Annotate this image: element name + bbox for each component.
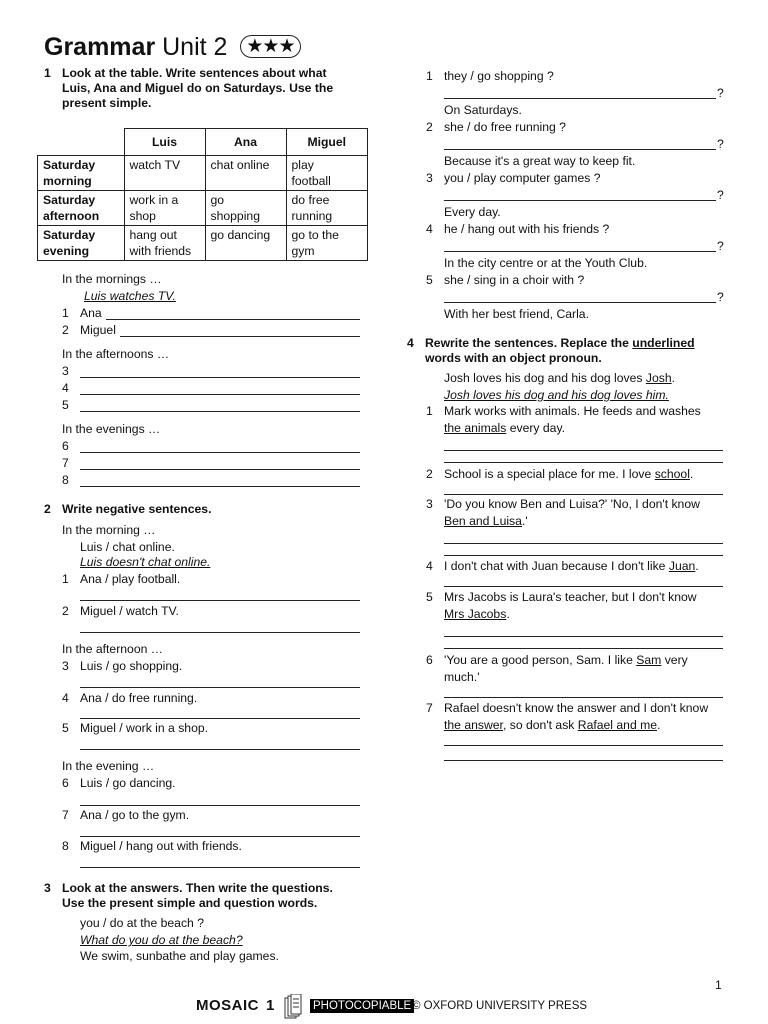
publisher: © OXFORD UNIVERSITY PRESS bbox=[412, 1000, 588, 1012]
difficulty-stars-icon: ★★★ bbox=[240, 35, 300, 58]
table-cell: do free running bbox=[286, 191, 368, 226]
answer-line[interactable] bbox=[80, 687, 360, 688]
ex4-item-num: 4 bbox=[426, 559, 433, 573]
ex4-number: 4 bbox=[407, 336, 414, 350]
table-header: Ana bbox=[205, 129, 286, 156]
ex3-instructions bbox=[62, 881, 333, 911]
ex1-instr-line: Luis, Ana and Miguel do on Saturdays. Use the bbox=[62, 81, 334, 95]
ex2-morning-label: In the morning … bbox=[62, 523, 156, 537]
answer-line[interactable] bbox=[444, 462, 723, 463]
question-mark: ? bbox=[717, 188, 724, 202]
ex2-number: 2 bbox=[44, 502, 51, 516]
ex4-item-text: 'You are a good person, Sam. I like Sam very bbox=[444, 653, 688, 667]
answer-line[interactable] bbox=[80, 411, 360, 412]
table-header: Miguel bbox=[286, 129, 368, 156]
ex3-reply: With her best friend, Carla. bbox=[444, 307, 589, 321]
ex3-prompt: she / sing in a choir with ? bbox=[444, 273, 585, 287]
ex2-item: 5 Miguel / work in a shop. bbox=[62, 721, 209, 735]
ex1-instr-line: present simple. bbox=[62, 96, 152, 110]
ex3-instr-line: Use the present simple and question words. bbox=[62, 896, 318, 910]
answer-line[interactable] bbox=[444, 251, 716, 252]
table-cell: watch TV bbox=[124, 156, 205, 191]
ex1-example-answer: Luis watches TV. bbox=[84, 289, 176, 303]
table-cell: go to the gym bbox=[286, 226, 368, 261]
ex3-item: 1 bbox=[426, 69, 433, 83]
title-unit: Unit 2 bbox=[162, 33, 228, 61]
answer-line[interactable] bbox=[444, 149, 716, 150]
table-header: Luis bbox=[124, 129, 205, 156]
ex1-item-num: 3 bbox=[62, 364, 69, 378]
answer-line[interactable] bbox=[444, 648, 723, 649]
answer-line[interactable] bbox=[80, 718, 360, 719]
saturday-table bbox=[37, 128, 368, 261]
answer-line[interactable] bbox=[80, 867, 360, 868]
ex4-instructions: Rewrite the sentences. Replace the underlined words with an object pronoun. bbox=[425, 336, 695, 365]
table-row bbox=[38, 226, 368, 261]
ex3-item: 4 bbox=[426, 222, 433, 236]
ex2-afternoon-label: In the afternoon … bbox=[62, 642, 163, 656]
answer-line[interactable] bbox=[444, 555, 723, 556]
question-mark: ? bbox=[717, 86, 724, 100]
question-mark: ? bbox=[717, 137, 724, 151]
ex4-example-answer: Josh loves his dog and his dog loves him. bbox=[444, 388, 669, 402]
ex4-item-num: 2 bbox=[426, 467, 433, 481]
ex2-item: 3 Luis / go shopping. bbox=[62, 659, 183, 673]
answer-line[interactable] bbox=[444, 760, 723, 761]
photocopiable-badge: PHOTOCOPIABLE bbox=[310, 999, 414, 1013]
ex4-item-num: 5 bbox=[426, 590, 433, 604]
ex1-instructions bbox=[62, 66, 362, 111]
table-row bbox=[38, 191, 368, 226]
ex2-item: 6 Luis / go dancing. bbox=[62, 776, 176, 790]
answer-line[interactable] bbox=[80, 452, 360, 453]
ex4-item-text: I don't chat with Juan because I don't like Juan. bbox=[444, 559, 699, 573]
ex3-example-prompt: you / do at the beach ? bbox=[80, 916, 204, 930]
ex2-item: 4 Ana / do free running. bbox=[62, 691, 198, 705]
footer-brand: MOSAIC bbox=[196, 997, 259, 1014]
ex4-item-num: 7 bbox=[426, 701, 433, 715]
ex1-item-num: 6 bbox=[62, 439, 69, 453]
table-cell: go shopping bbox=[205, 191, 286, 226]
ex3-reply: On Saturdays. bbox=[444, 103, 522, 117]
ex3-reply: In the city centre or at the Youth Club. bbox=[444, 256, 648, 270]
answer-line[interactable] bbox=[444, 745, 723, 746]
ex3-example-reply: We swim, sunbathe and play games. bbox=[80, 949, 279, 963]
ex1-item-num: 7 bbox=[62, 456, 69, 470]
question-mark: ? bbox=[717, 290, 724, 304]
answer-line[interactable] bbox=[80, 836, 360, 837]
ex4-item-num: 1 bbox=[426, 404, 433, 418]
answer-line[interactable] bbox=[80, 377, 360, 378]
table-row-label: Saturday morning bbox=[38, 156, 125, 191]
answer-line[interactable] bbox=[120, 336, 360, 337]
ex4-item-text: Rafael doesn't know the answer and I don't know bbox=[444, 701, 709, 715]
answer-line[interactable] bbox=[80, 469, 360, 470]
answer-line[interactable] bbox=[80, 749, 360, 750]
ex4-item-num: 6 bbox=[426, 653, 433, 667]
table-row bbox=[38, 156, 368, 191]
question-mark: ? bbox=[717, 239, 724, 253]
answer-line[interactable] bbox=[80, 632, 360, 633]
answer-line[interactable] bbox=[80, 486, 360, 487]
answer-line[interactable] bbox=[444, 697, 723, 698]
footer bbox=[196, 994, 586, 1022]
ex4-item-text: 'Do you know Ben and Luisa?' 'No, I don't know bbox=[444, 497, 700, 511]
ex1-evenings-label: In the evenings … bbox=[62, 422, 161, 436]
ex2-instructions: Write negative sentences. bbox=[62, 502, 212, 516]
photocopy-icon bbox=[284, 994, 302, 1020]
table-header-row bbox=[38, 129, 368, 156]
ex1-item-num: 8 bbox=[62, 473, 69, 487]
ex1-number: 1 bbox=[44, 66, 51, 80]
ex3-instr-line: Look at the answers. Then write the questions. bbox=[62, 881, 333, 895]
ex3-number: 3 bbox=[44, 881, 51, 895]
answer-line[interactable] bbox=[444, 636, 723, 637]
ex3-prompt: he / hang out with his friends ? bbox=[444, 222, 610, 236]
ex3-item: 3 bbox=[426, 171, 433, 185]
ex4-item-num: 3 bbox=[426, 497, 433, 511]
ex4-item-text: Mark works with animals. He feeds and washes bbox=[444, 404, 701, 418]
answer-line[interactable] bbox=[106, 319, 360, 320]
answer-line[interactable] bbox=[444, 543, 723, 544]
ex4-item-text: the answer, so don't ask Rafael and me. bbox=[444, 718, 661, 732]
ex2-example-prompt: Luis / chat online. bbox=[80, 540, 175, 554]
answer-line[interactable] bbox=[444, 98, 716, 99]
ex2-example-answer: Luis doesn't chat online. bbox=[80, 555, 211, 569]
table-corner bbox=[38, 129, 125, 156]
ex1-item-2: 2 Miguel bbox=[62, 323, 116, 337]
ex1-item-1: 1 Ana bbox=[62, 306, 102, 320]
ex3-prompt: you / play computer games ? bbox=[444, 171, 601, 185]
ex1-afternoons-label: In the afternoons … bbox=[62, 347, 170, 361]
table-cell: hang out with friends bbox=[124, 226, 205, 261]
table-cell: chat online bbox=[205, 156, 286, 191]
footer-level: 1 bbox=[266, 997, 275, 1014]
ex4-item-text: Mrs Jacobs is Laura's teacher, but I don't know bbox=[444, 590, 697, 604]
ex4-item-text: much.' bbox=[444, 670, 480, 684]
table-cell: go dancing bbox=[205, 226, 286, 261]
page-number: 1 bbox=[715, 978, 722, 992]
ex2-item: 8 Miguel / hang out with friends. bbox=[62, 839, 242, 853]
ex3-example-answer: What do you do at the beach? bbox=[80, 933, 243, 947]
ex1-mornings-label: In the mornings … bbox=[62, 272, 162, 286]
ex1-instr-line: Look at the table. Write sentences about what bbox=[62, 66, 327, 80]
ex4-item-text: Mrs Jacobs. bbox=[444, 607, 510, 621]
answer-line[interactable] bbox=[444, 494, 723, 495]
ex4-item-text: Ben and Luisa.' bbox=[444, 514, 528, 528]
answer-line[interactable] bbox=[80, 394, 360, 395]
answer-line[interactable] bbox=[80, 805, 360, 806]
ex4-item-text: School is a special place for me. I love school. bbox=[444, 467, 694, 481]
table-row-label: Saturday afternoon bbox=[38, 191, 125, 226]
answer-line[interactable] bbox=[444, 450, 723, 451]
ex1-item-num: 5 bbox=[62, 398, 69, 412]
ex4-example: Josh loves his dog and his dog loves Josh. bbox=[444, 371, 676, 385]
ex4-item-text: the animals every day. bbox=[444, 421, 566, 435]
ex3-reply: Because it's a great way to keep fit. bbox=[444, 154, 636, 168]
page-title bbox=[44, 33, 301, 62]
ex3-prompt: they / go shopping ? bbox=[444, 69, 554, 83]
table-cell: play football bbox=[286, 156, 368, 191]
ex2-item: 7 Ana / go to the gym. bbox=[62, 808, 190, 822]
ex1-item-num: 4 bbox=[62, 381, 69, 395]
ex2-evening-label: In the evening … bbox=[62, 759, 155, 773]
ex3-item: 5 bbox=[426, 273, 433, 287]
ex2-item: 1 Ana / play football. bbox=[62, 572, 181, 586]
ex3-prompt: she / do free running ? bbox=[444, 120, 566, 134]
answer-line[interactable] bbox=[444, 200, 716, 201]
table-row-label: Saturday evening bbox=[38, 226, 125, 261]
answer-line[interactable] bbox=[444, 586, 723, 587]
answer-line[interactable] bbox=[444, 302, 716, 303]
answer-line[interactable] bbox=[80, 600, 360, 601]
ex2-item: 2 Miguel / watch TV. bbox=[62, 604, 179, 618]
ex3-reply: Every day. bbox=[444, 205, 501, 219]
table-cell: work in a shop bbox=[124, 191, 205, 226]
title-bold: Grammar bbox=[44, 33, 156, 61]
ex3-item: 2 bbox=[426, 120, 433, 134]
